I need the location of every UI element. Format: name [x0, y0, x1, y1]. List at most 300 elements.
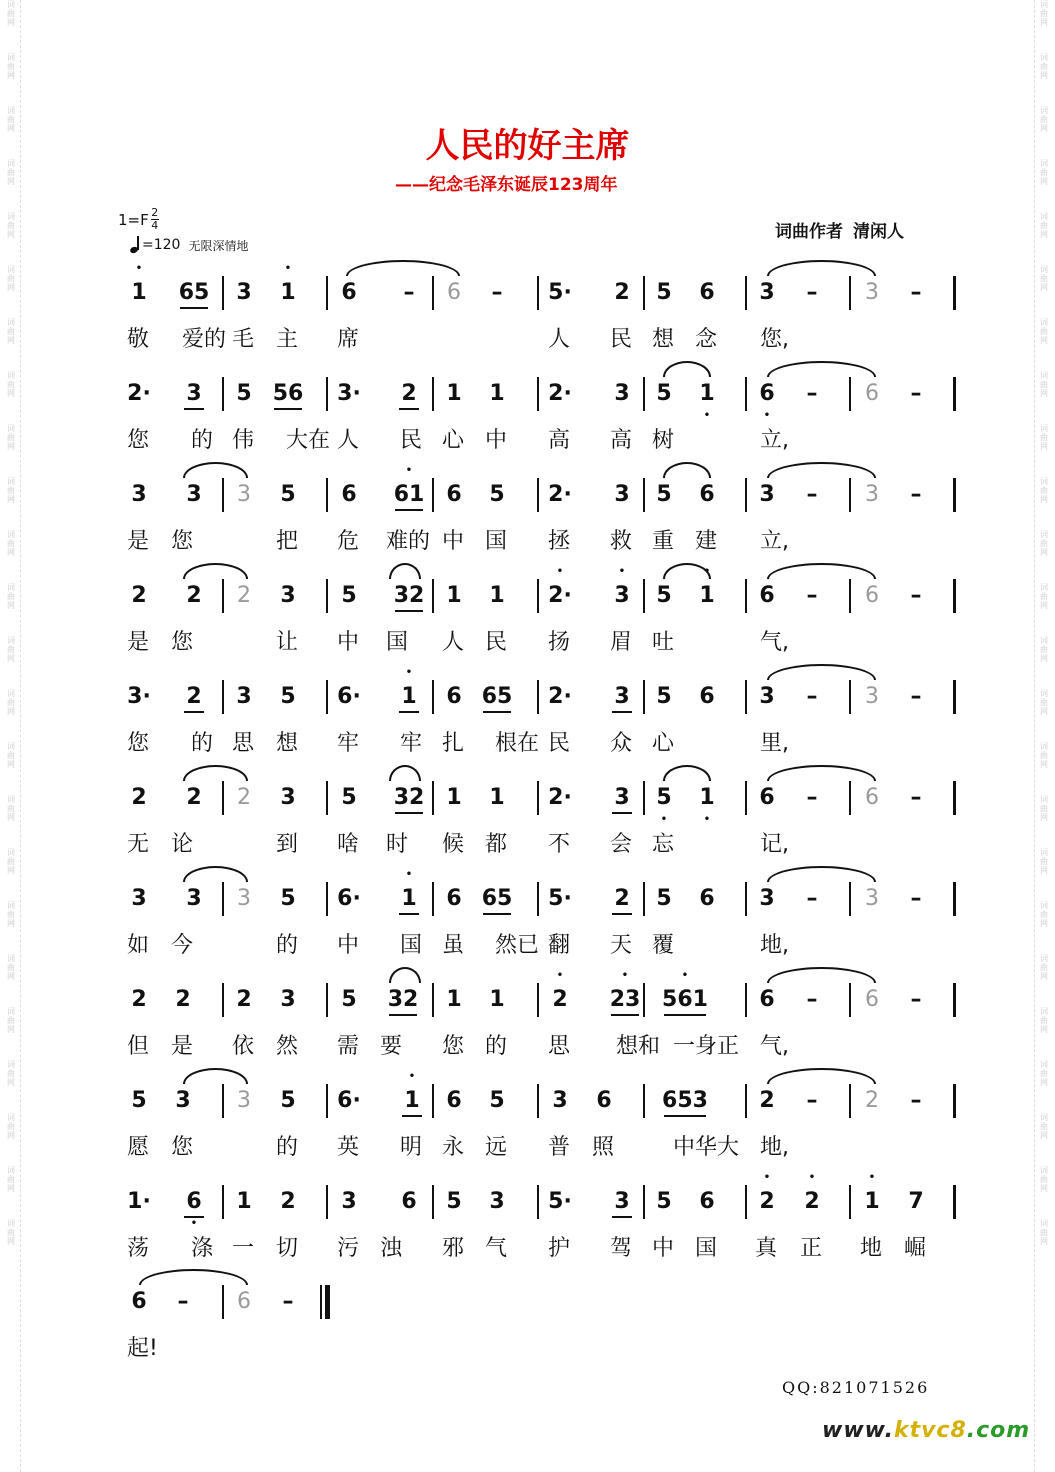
note: 3: [280, 785, 296, 810]
watermark-word: 词 曲 网: [7, 0, 15, 27]
note: • 6: [179, 1185, 209, 1219]
bar-line: [643, 579, 645, 613]
note: 2: [131, 987, 147, 1012]
bar-line: [432, 1084, 434, 1118]
bar-line: [222, 983, 224, 1017]
score-line: [0, 1088, 1055, 1180]
lyric-syllable: 中: [485, 428, 508, 453]
bar-line: [849, 882, 851, 916]
note: 5: [446, 1189, 462, 1214]
lyric-syllable: 的: [191, 731, 214, 756]
lyric-syllable: 国: [695, 1236, 718, 1261]
lyric-syllable: 您: [171, 630, 194, 655]
note: 5: [131, 1088, 147, 1113]
note: 5: [656, 583, 672, 608]
lyric-syllable: 国: [485, 529, 508, 554]
note: • 5: [649, 781, 679, 815]
note: 1·: [127, 1189, 151, 1214]
bar-line: [849, 377, 851, 411]
bar-line: [849, 276, 851, 310]
note: 5: [280, 482, 296, 507]
note: 5: [280, 684, 296, 709]
bar-line: [953, 781, 955, 815]
lyric-syllable: 建: [695, 529, 718, 554]
quarter-note-icon: [130, 236, 140, 254]
bar-line: [643, 1185, 645, 1219]
score-line: [0, 987, 1055, 1079]
note: –: [806, 482, 818, 507]
tie-slur: [346, 260, 460, 276]
note: 5: [656, 1189, 672, 1214]
note: 6: [446, 886, 462, 911]
lyric-syllable: 中华大: [673, 1135, 740, 1160]
tempo-marking: [130, 236, 248, 254]
note: 5·: [548, 1189, 572, 1214]
note: 5: [656, 381, 672, 406]
bar-line: [222, 579, 224, 613]
note: 5: [656, 482, 672, 507]
bar-line: [849, 781, 851, 815]
bar-line: [432, 983, 434, 1017]
lyric-syllable: 伟: [232, 428, 255, 453]
note: 32: [390, 579, 428, 613]
lyric-syllable: 时: [386, 832, 409, 857]
bar-line: [222, 478, 224, 512]
lyric-syllable: 眉: [610, 630, 633, 655]
note: 6: [446, 1088, 462, 1113]
bar-line: [432, 781, 434, 815]
note: 2: [237, 785, 251, 810]
note: 5: [656, 280, 672, 305]
watermark-word: 词 曲 网: [1040, 1060, 1048, 1087]
lyric-syllable: 邪: [442, 1236, 465, 1261]
lyric-syllable: 是: [127, 529, 150, 554]
bar-line: [849, 680, 851, 714]
note: • 1: [692, 377, 722, 411]
note: 5·: [548, 280, 572, 305]
note: 6: [865, 987, 879, 1012]
note: 5: [341, 785, 357, 810]
lyric-syllable: 的: [276, 933, 299, 958]
bar-line: [537, 983, 539, 1017]
note: 65: [478, 680, 516, 714]
lyric-syllable: 席: [337, 327, 360, 352]
bar-line: [643, 781, 645, 815]
note: • 23: [606, 983, 644, 1017]
bar-line: [222, 882, 224, 916]
watermark-word: 词 曲 网: [7, 477, 15, 504]
lyric-syllable: 覆: [652, 933, 675, 958]
bar-line: [222, 276, 224, 310]
watermark-word: 词 曲 网: [1040, 901, 1048, 928]
bar-line: [432, 680, 434, 714]
lyric-syllable: 敬: [127, 327, 150, 352]
note: • 1: [692, 579, 722, 613]
lyric-syllable: 大在: [286, 428, 331, 453]
note: –: [806, 987, 818, 1012]
watermark-word: 词 曲 网: [7, 848, 15, 875]
note: –: [282, 1289, 294, 1314]
time-signature: [151, 208, 159, 231]
note: 5: [280, 886, 296, 911]
bar-line: [537, 377, 539, 411]
note: 5: [341, 987, 357, 1012]
note: 6: [237, 1289, 251, 1314]
note: 2: [280, 1189, 296, 1214]
bar-line: [849, 1185, 851, 1219]
note: 2: [186, 785, 202, 810]
lyric-syllable: 涤: [191, 1236, 214, 1261]
note: 1: [446, 987, 462, 1012]
score-line: [0, 1289, 1055, 1381]
watermark-word: 词 曲 网: [1040, 265, 1048, 292]
watermark-word: 词 曲 网: [7, 1113, 15, 1140]
note: 2·: [127, 381, 151, 406]
bar-line: [222, 1084, 224, 1118]
score-line: [0, 583, 1055, 675]
note: –: [806, 381, 818, 406]
lyric-syllable: 念: [695, 327, 718, 352]
lyric-syllable: 主: [276, 327, 299, 352]
note: –: [910, 280, 922, 305]
lyric-syllable: 牢: [337, 731, 360, 756]
note: –: [910, 583, 922, 608]
lyric-syllable: 护: [548, 1236, 571, 1261]
composer-credit: [775, 217, 904, 242]
bar-line: [537, 1084, 539, 1118]
bar-line: [537, 1185, 539, 1219]
note: –: [910, 482, 922, 507]
lyric-syllable: 高: [548, 428, 571, 453]
note: 6: [401, 1189, 417, 1214]
note: • 1: [857, 1185, 887, 1219]
lyric-syllable: 污: [337, 1236, 360, 1261]
score-line: [0, 280, 1055, 372]
bar-line: [326, 781, 328, 815]
note: 6·: [337, 684, 361, 709]
watermark-word: 词 曲 网: [7, 583, 15, 610]
site-part-2: ktvc8: [893, 1418, 967, 1443]
watermark-word: 词 曲 网: [1040, 424, 1048, 451]
bar-line: [537, 781, 539, 815]
lyric-syllable: 民: [400, 428, 423, 453]
lyric-syllable: 记,: [760, 832, 789, 857]
bar-line: [432, 478, 434, 512]
bar-line: [432, 276, 434, 310]
key-label: 1=F: [118, 210, 149, 229]
note: 1: [489, 987, 505, 1012]
note: 3: [759, 684, 775, 709]
lyric-syllable: 中: [652, 1236, 675, 1261]
lyric-syllable: 天: [610, 933, 633, 958]
watermark-word: 词 曲 网: [1040, 159, 1048, 186]
note: 6: [759, 987, 775, 1012]
lyric-syllable: 立,: [760, 529, 789, 554]
lyric-syllable: 不: [548, 832, 571, 857]
note: 6: [759, 583, 775, 608]
bar-line: [222, 377, 224, 411]
note: 6: [446, 684, 462, 709]
lyric-syllable: 心: [652, 731, 675, 756]
score-line: [0, 886, 1055, 978]
note: 6·: [337, 1088, 361, 1113]
bar-line: [849, 1084, 851, 1118]
lyric-syllable: 思: [548, 1034, 571, 1059]
note: –: [910, 886, 922, 911]
lyric-syllable: 救: [610, 529, 633, 554]
lyric-syllable: 人: [337, 428, 360, 453]
note: 653: [659, 1084, 711, 1118]
bar-line: [745, 579, 747, 613]
note: 1: [236, 1189, 252, 1214]
lyric-syllable: 然: [276, 1034, 299, 1059]
watermark-word: 词 曲 网: [7, 636, 15, 663]
note: 3: [614, 381, 630, 406]
time-signature-top: 2: [151, 206, 159, 219]
note: • 1: [124, 276, 154, 310]
note: –: [806, 684, 818, 709]
bar-line: [326, 882, 328, 916]
lyric-syllable: 永: [442, 1135, 465, 1160]
watermark-word: 词 曲 网: [1040, 1113, 1048, 1140]
lyric-syllable: 远: [485, 1135, 508, 1160]
note: 2: [175, 987, 191, 1012]
note: 32: [384, 983, 422, 1017]
note: –: [910, 785, 922, 810]
lyric-syllable: 根在: [495, 731, 540, 756]
note: 6: [447, 280, 461, 305]
note: 3: [341, 1189, 357, 1214]
watermark-word: 词 曲 网: [1040, 212, 1048, 239]
contact-qq: QQ:821071526: [782, 1378, 930, 1397]
lyric-syllable: 心: [442, 428, 465, 453]
song-title: 人民的好主席: [425, 126, 630, 166]
website-logo: [822, 1418, 1030, 1443]
note: • 1: [394, 680, 424, 714]
lyric-syllable: 想: [276, 731, 299, 756]
bar-line: [953, 680, 955, 714]
lyric-syllable: 正: [800, 1236, 823, 1261]
note: 2·: [548, 381, 572, 406]
bar-line: [953, 478, 955, 512]
note: 3: [759, 886, 775, 911]
lyric-syllable: 需: [337, 1034, 360, 1059]
note: 2: [394, 377, 424, 411]
note: 56: [269, 377, 307, 411]
note: 3: [865, 280, 879, 305]
lyric-syllable: 树: [652, 428, 675, 453]
bar-line: [953, 882, 955, 916]
note: 3: [236, 684, 252, 709]
bar-line: [745, 1185, 747, 1219]
watermark-word: 词 曲 网: [7, 371, 15, 398]
lyric-syllable: 里,: [760, 731, 789, 756]
bar-line: [537, 276, 539, 310]
note: 3: [236, 280, 252, 305]
note: 2: [607, 882, 637, 916]
note: 3: [131, 886, 147, 911]
watermark-word: 词 曲 网: [7, 106, 15, 133]
note: • 6: [752, 377, 782, 411]
watermark-word: 词 曲 网: [1040, 636, 1048, 663]
score-line: [0, 684, 1055, 776]
watermark-word: 词 曲 网: [7, 159, 15, 186]
bar-line: [953, 377, 955, 411]
note: • 61: [390, 478, 428, 512]
note: 2: [131, 785, 147, 810]
lyric-syllable: 想和: [616, 1034, 661, 1059]
lyric-syllable: 人: [548, 327, 571, 352]
note: 3: [614, 482, 630, 507]
lyric-syllable: 啥: [337, 832, 360, 857]
note: • 2: [797, 1185, 827, 1219]
final-bar-thin: [320, 1285, 322, 1319]
watermark-word: 词 曲 网: [7, 689, 15, 716]
bar-line: [326, 983, 328, 1017]
note: 1: [489, 785, 505, 810]
note: 6: [131, 1289, 147, 1314]
note: 6: [865, 381, 879, 406]
lyric-syllable: 今: [171, 933, 194, 958]
note: 2: [131, 583, 147, 608]
note: 2: [759, 1088, 775, 1113]
watermark-word: 词 曲 网: [7, 1007, 15, 1034]
bar-line: [643, 882, 645, 916]
lyric-syllable: 人: [442, 630, 465, 655]
note: 3: [607, 680, 637, 714]
lyric-syllable: 一: [232, 1236, 255, 1261]
lyric-syllable: 的: [485, 1034, 508, 1059]
watermark-word: 词 曲 网: [1040, 1166, 1048, 1193]
watermark-word: 词 曲 网: [1040, 53, 1048, 80]
lyric-syllable: 明: [400, 1135, 423, 1160]
lyric-syllable: 无: [127, 832, 150, 857]
watermark-word: 词 曲 网: [1040, 689, 1048, 716]
note: • 2: [752, 1185, 782, 1219]
lyric-syllable: 虽: [442, 933, 465, 958]
song-subtitle: ——纪念毛泽东诞辰123周年: [395, 175, 618, 195]
note: –: [910, 987, 922, 1012]
bar-line: [537, 882, 539, 916]
bar-line: [222, 680, 224, 714]
note: 3: [237, 482, 251, 507]
note: 7: [908, 1189, 924, 1214]
note: 6: [699, 280, 715, 305]
watermark-word: 词 曲 网: [7, 424, 15, 451]
site-part-1: www.: [822, 1418, 894, 1443]
note: 6: [596, 1088, 612, 1113]
note: 2: [186, 583, 202, 608]
lyric-syllable: 想: [652, 327, 675, 352]
note: 3: [759, 280, 775, 305]
watermark-word: 词 曲 网: [7, 1219, 15, 1246]
note: 3: [607, 781, 637, 815]
note: –: [910, 1088, 922, 1113]
lyric-syllable: 依: [232, 1034, 255, 1059]
note: • 1: [397, 1084, 427, 1118]
lyric-syllable: 毛: [232, 327, 255, 352]
note: • 1: [394, 882, 424, 916]
note: 3: [280, 987, 296, 1012]
lyric-syllable: 普: [548, 1135, 571, 1160]
note: 6: [341, 280, 357, 305]
lyric-syllable: 扎: [442, 731, 465, 756]
tempo-value: =120: [142, 237, 181, 253]
lyric-syllable: 气,: [760, 630, 789, 655]
note: • 2·: [545, 579, 575, 613]
note: • 2: [545, 983, 575, 1017]
note: 5: [236, 381, 252, 406]
lyric-syllable: 您: [442, 1034, 465, 1059]
lyric-syllable: 起!: [127, 1336, 158, 1361]
bar-line: [222, 1185, 224, 1219]
lyric-syllable: 的: [191, 428, 214, 453]
lyric-syllable: 爱的: [182, 327, 227, 352]
note: 5: [341, 583, 357, 608]
bar-line: [222, 1285, 224, 1319]
note: 3: [237, 1088, 251, 1113]
score-line: [0, 785, 1055, 877]
site-part-3: .com: [966, 1418, 1031, 1443]
lyric-syllable: 驾: [610, 1236, 633, 1261]
watermark-word: 词 曲 网: [1040, 530, 1048, 557]
watermark-word: 词 曲 网: [7, 742, 15, 769]
lyric-syllable: 地,: [760, 1135, 789, 1160]
lyric-syllable: 危: [337, 529, 360, 554]
final-bar-thick: [325, 1285, 330, 1319]
lyric-syllable: 中: [442, 529, 465, 554]
lyric-syllable: 一身正: [673, 1034, 740, 1059]
bar-line: [326, 579, 328, 613]
note: 5: [489, 1088, 505, 1113]
note: 3: [759, 482, 775, 507]
note: –: [910, 381, 922, 406]
lyric-syllable: 到: [276, 832, 299, 857]
lyric-syllable: 照: [592, 1135, 615, 1160]
lyric-syllable: 候: [442, 832, 465, 857]
bar-line: [326, 276, 328, 310]
note: 2: [179, 680, 209, 714]
note: 2: [237, 583, 251, 608]
note: 1: [489, 583, 505, 608]
note: –: [806, 280, 818, 305]
watermark-word: 词 曲 网: [1040, 795, 1048, 822]
lyric-syllable: 论: [171, 832, 194, 857]
note: • 1: [273, 276, 303, 310]
lyric-syllable: 民: [485, 630, 508, 655]
note: 6: [699, 886, 715, 911]
key-signature: [118, 208, 159, 231]
lyric-syllable: 荡: [127, 1236, 150, 1261]
lyric-syllable: 难的: [386, 529, 431, 554]
tempo-expression: 无限深情地: [188, 238, 249, 253]
tie-slur: [767, 260, 876, 276]
note: 1: [446, 381, 462, 406]
lyric-syllable: 是: [127, 630, 150, 655]
lyric-syllable: 浊: [380, 1236, 403, 1261]
note: • 561: [659, 983, 711, 1017]
lyric-syllable: 中: [337, 630, 360, 655]
bar-line: [849, 579, 851, 613]
note: 5: [489, 482, 505, 507]
bar-line: [537, 478, 539, 512]
lyric-syllable: 您,: [760, 327, 789, 352]
watermark-word: 词 曲 网: [1040, 848, 1048, 875]
watermark-word: 词 曲 网: [7, 901, 15, 928]
lyric-syllable: 然已: [495, 933, 540, 958]
watermark-word: 词 曲 网: [1040, 742, 1048, 769]
lyric-syllable: 把: [276, 529, 299, 554]
